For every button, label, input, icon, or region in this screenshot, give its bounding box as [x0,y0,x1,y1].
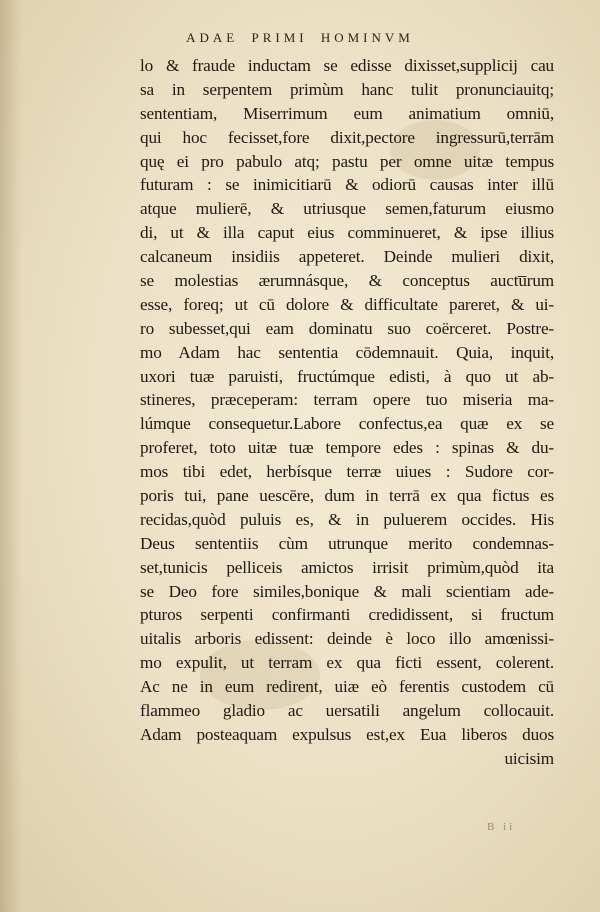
text-line: sententiam, Miserrimum eum animatium omniū, [140,103,554,123]
running-head: ADAE PRIMI HOMINVM [186,30,414,45]
text-line: se molestias ærumnásque, & conceptus auctu̅rum [140,271,554,291]
text-line: poris tui, pane uescēre, dum in terrā ex qua fictus es [140,486,554,506]
text-line: Adam posteaquam expulsus est,ex Eua liberos duos [140,724,554,744]
text-line: futuram : se inimicitiarū & odiorū causas inter illū [140,175,554,195]
text-line: flammeo gladio ac uersatili angelum collocauit. [140,701,554,721]
signature-mark: B ii [487,821,516,833]
text-line: di, ut & illa caput eius comminueret, & ipse illius [140,223,554,243]
text-line: uicisim [504,748,554,768]
text-line: stineres, præceperam: terram opere tuo miseria ma- [140,390,554,410]
text-line: recidas,quòd puluis es, & in puluerem occides. His [140,509,554,529]
text-line: proferet, toto uitæ tuæ tempore edes : spinas & du- [140,438,554,458]
text-line: uxori tuæ paruisti, fructúmque edisti, à quo ut ab- [140,366,554,386]
text-line: lo & fraude inductam se edisse dixisset,supplicij cau [140,56,554,75]
text-line: mo Adam hac sententia cōdemnauit. Quia, inquit, [140,342,554,362]
text-line: lúmque consequetur.Labore confectus,ea quæ ex se [140,414,554,434]
text-line: mo expulit, ut terram ex qua ficti essent, colerent. [140,653,554,673]
text-line: se Deo fore similes,bonique & mali scientiam ade- [140,581,554,601]
text-line: atque mulierē, & utriusque semen,faturum eiusmo [140,199,554,219]
text-line: ro subesset,qui eam dominatu suo coërceret. Postre- [140,318,554,338]
text-line: Ac ne in eum redirent, uiæ eò ferentis custodem cū [140,677,554,697]
text-line: esse, foreq; ut cū dolore & difficultate pareret, & ui- [140,294,554,314]
text-line: calcaneum insidiis appeteret. Deinde mulieri dixit, [140,247,554,267]
text-line: quę ei pro pabulo atq; pastu per omne uitæ tempus [140,151,554,171]
text-line: pturos serpenti confirmanti credidissent, si fructum [140,605,554,625]
text-line: sa in serpentem primùm hanc tulit pronunciauitq; [140,79,554,99]
body-text [140,54,554,771]
text-line: qui hoc fecisset,fore dixit,pectore ingressurū,terrām [140,127,554,147]
text-line: mos tibi edet, herbísque terræ uiues : Sudore cor- [140,462,554,482]
text-line: Deus sententiis cùm utrunque merito condemnas- [140,533,554,553]
page-gutter-shadow [0,0,22,912]
text-line: set,tunicis pelliceis amictos irrisit primùm,quòd ita [140,557,554,577]
text-line: uitalis arboris edissent: deinde è loco illo amœnissi- [140,629,554,649]
